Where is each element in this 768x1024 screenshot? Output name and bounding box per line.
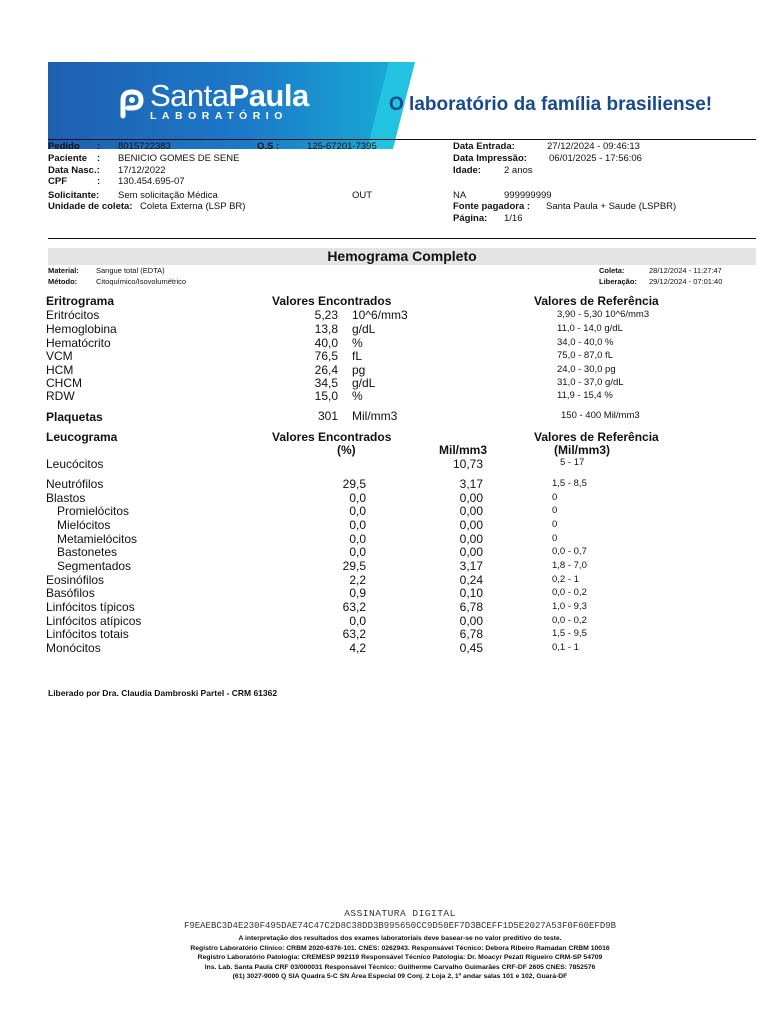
fonte-value: Santa Paula + Saude (LSPBR)	[546, 201, 677, 212]
leuco-row-ref: 1,5 - 9,5	[552, 628, 587, 639]
eritro-row-unit: pg	[352, 363, 366, 377]
leuco-row-pct: 29,5	[342, 559, 366, 573]
eritro-row-name: RDW	[46, 389, 75, 403]
eritrograma-col-ref: Valores de Referência	[534, 294, 659, 308]
leuco-row-name: Eosinófilos	[46, 573, 105, 587]
eritro-row-ref: 11,0 - 14,0 g/dL	[557, 323, 623, 334]
eritro-row-value: 26,4	[314, 363, 338, 377]
footer-line: Ins. Lab. Santa Paula CRF 03/000031 Responsável Técnico: Guilherme Carvalho Guimarães CRF-DF 2605 CNES: 7852576	[204, 963, 596, 971]
material-value: Sangue total (EDTA)	[96, 266, 165, 275]
leuco-row-ref: 0	[552, 492, 558, 503]
leuco-row-abs: 0,00	[459, 504, 483, 518]
leucograma-col-pct: (%)	[337, 443, 356, 457]
eritro-row-value: 13,8	[314, 322, 338, 336]
assinatura-digital-label: ASSINATURA DIGITAL	[344, 908, 456, 919]
paciente-label: Paciente	[48, 153, 88, 164]
pagina-label: Página:	[453, 213, 488, 224]
leuco-row-ref: 0	[552, 519, 558, 530]
brand-name-part2: Paula	[228, 78, 309, 113]
eritro-row-ref: 3,90 - 5,30 10^6/mm3	[557, 309, 650, 320]
eritro-row-name: Hematócrito	[46, 336, 111, 350]
entrada-label: Data Entrada:	[453, 141, 515, 152]
eritro-row-name: Eritrócitos	[46, 308, 100, 322]
cpf-sep: :	[97, 176, 101, 187]
pedido-sep: :	[97, 141, 101, 152]
eritro-row-name: HCM	[46, 363, 74, 377]
footer-line: A interpretação dos resultados dos exames laboratoriais deve basear-se no valor preditivo do teste.	[238, 935, 562, 942]
leuco-row-name: Linfócitos atípicos	[46, 614, 142, 628]
leuco-row-abs: 0,24	[459, 573, 483, 587]
idade-value: 2 anos	[504, 165, 533, 176]
leuco-row-pct: 63,2	[342, 627, 366, 641]
eritro-row-value: 40,0	[314, 336, 338, 350]
leucocitos-ref: 5 - 17	[560, 457, 585, 468]
leuco-row-pct: 0,0	[349, 504, 366, 518]
leuco-row-ref: 0	[552, 533, 558, 544]
liberado-por: Liberado por Dra. Claudia Dambroski Partel - CRM 61362	[48, 688, 278, 698]
eritro-row-unit: g/dL	[352, 322, 376, 336]
leuco-row-name: Monócitos	[46, 641, 101, 655]
liberacao-value: 29/12/2024 - 07:01:40	[649, 277, 723, 286]
leuco-row-pct: 2,2	[349, 573, 366, 587]
coleta-value: 28/12/2024 - 11:27:47	[649, 266, 722, 275]
liberacao-label: Liberação:	[599, 277, 637, 286]
metodo-label: Método:	[48, 277, 78, 286]
tagline: O laboratório da família brasiliense!	[389, 94, 713, 115]
leuco-row-name: Promielócitos	[57, 504, 130, 518]
leuco-row-abs: 6,78	[459, 600, 483, 614]
paciente-value: BENICIO GOMES DE SENE	[118, 153, 240, 164]
leuco-row-pct: 63,2	[342, 600, 366, 614]
nasc-label: Data Nasc.:	[48, 165, 100, 176]
coleta-label: Coleta:	[599, 266, 625, 275]
leuco-row-ref: 1,8 - 7,0	[552, 560, 587, 571]
leuco-row-ref: 0,0 - 0,7	[552, 546, 587, 557]
leuco-row-abs: 3,17	[459, 477, 483, 491]
leuco-row-name: Linfócitos totais	[46, 627, 129, 641]
pedido-value: 8015722383	[118, 141, 171, 152]
metodo-value: Citoquímico/Isovolumétrico	[96, 277, 187, 286]
leuco-row-ref: 0,0 - 0,2	[552, 587, 587, 598]
na-value: 999999999	[504, 190, 552, 201]
leuco-row-abs: 0,10	[459, 586, 483, 600]
leuco-row-abs: 3,17	[459, 559, 483, 573]
leuco-row-name: Linfócitos típicos	[46, 600, 135, 614]
eritrograma-col-values: Valores Encontrados	[272, 294, 392, 308]
impressao-label: Data Impressão:	[453, 153, 527, 164]
leuco-row-ref: 0	[552, 505, 558, 516]
leucocitos-abs: 10,73	[452, 457, 483, 471]
leuco-row-pct: 0,0	[349, 518, 366, 532]
eritro-row-name: VCM	[46, 349, 73, 363]
os-value: 125-67201-7395	[307, 141, 377, 152]
leucograma-col-abs: Mil/mm3	[439, 443, 488, 457]
leuco-row-ref: 1,0 - 9,3	[552, 601, 587, 612]
eritro-row-unit: %	[352, 336, 363, 350]
na-label: NA	[453, 190, 467, 201]
eritro-row-value: 5,23	[314, 308, 338, 322]
eritro-row-value: 15,0	[314, 389, 338, 403]
eritro-row-ref: 75,0 - 87,0 fL	[557, 350, 613, 361]
impressao-value: 06/01/2025 - 17:56:06	[549, 153, 642, 164]
eritro-row-unit: fL	[352, 349, 363, 363]
leuco-row-name: Mielócitos	[57, 518, 111, 532]
eritro-row-name: Hemoglobina	[46, 322, 117, 336]
leuco-row-abs: 0,00	[459, 614, 483, 628]
nasc-value: 17/12/2022	[118, 165, 166, 176]
out-value: OUT	[352, 190, 373, 201]
leuco-row-ref: 0,0 - 0,2	[552, 615, 587, 626]
eritro-row-unit: %	[352, 389, 363, 403]
entrada-value: 27/12/2024 - 09:46:13	[547, 141, 640, 152]
leuco-row-name: Blastos	[46, 491, 86, 505]
eritro-row-ref: 31,0 - 37,0 g/dL	[557, 377, 624, 388]
divider	[48, 238, 756, 239]
plaquetas-value: 301	[317, 409, 338, 423]
pagina-value: 1/16	[504, 213, 523, 224]
brand-sub: LABORATÓRIO	[150, 110, 288, 122]
idade-label: Idade:	[453, 165, 481, 176]
eritro-row-unit: 10^6/mm3	[352, 308, 408, 322]
footer-line: Registro Laboratório Clínico: CRBM 2020-6376-101. CNES: 0262943. Responsável Técnico: Debora Ribeiro Ramadan CRBM 10016	[190, 944, 610, 952]
divider	[48, 139, 756, 140]
leuco-row-abs: 6,78	[459, 627, 483, 641]
exam-title: Hemograma Completo	[327, 248, 477, 264]
leuco-row-ref: 0,2 - 1	[552, 574, 579, 585]
leuco-row-pct: 0,0	[349, 491, 366, 505]
cpf-value: 130.454.695-07	[118, 176, 185, 187]
leuco-row-pct: 29,5	[342, 477, 366, 491]
leucograma-col-values: Valores Encontrados	[272, 430, 392, 444]
material-label: Material:	[48, 266, 79, 275]
eritro-row-ref: 24,0 - 30,0 pg	[557, 364, 616, 375]
santa-paula-logo-icon	[115, 86, 151, 122]
leuco-row-pct: 4,2	[349, 641, 366, 655]
solicitante-value: Sem solicitação Médica	[118, 190, 218, 201]
leucocitos-name: Leucócitos	[46, 457, 104, 471]
leuco-row-pct: 0,0	[349, 532, 366, 546]
leuco-row-name: Basófilos	[46, 586, 95, 600]
leuco-row-pct: 0,0	[349, 545, 366, 559]
plaquetas-unit: Mil/mm3	[352, 409, 398, 423]
leuco-row-ref: 1,5 - 8,5	[552, 478, 587, 489]
plaquetas-name: Plaquetas	[46, 410, 103, 424]
unidade-value: Coleta Externa (LSP BR)	[140, 201, 246, 212]
signature-hash: F9EAEBC3D4E230F495DAE74C47C2D8C38DD3B995650CC9D50EF7D3BCEFF1D5E2027A53F0F60EFD9B	[183, 921, 617, 931]
os-label: O.S :	[257, 141, 280, 152]
paciente-sep: :	[97, 153, 101, 164]
leucograma-col-ref: Valores de Referência	[534, 430, 659, 444]
footer-line: (61) 3027-9000 Q SIA Quadra 5-C SN Área Especial 09 Conj. 2 Loja 2, 1º andar salas 101 e 102, Guará-DF	[232, 973, 568, 981]
leuco-row-name: Bastonetes	[57, 545, 118, 559]
leuco-row-abs: 0,00	[459, 491, 483, 505]
leuco-row-ref: 0,1 - 1	[552, 642, 579, 653]
eritro-row-name: CHCM	[46, 376, 82, 390]
pedido-label: Pedido	[48, 141, 80, 152]
brand-name-part1: Santa	[150, 78, 229, 113]
cpf-label: CPF	[48, 176, 67, 187]
footer-line: Registro Laboratório Patologia: CREMESP 992119 Responsável Técnico Patologia: Dr. Moacyr Pezati Rigueiro CRM-SP 54709	[197, 954, 603, 962]
eritro-row-ref: 34,0 - 40,0 %	[557, 337, 614, 348]
fonte-label: Fonte pagadora :	[453, 201, 531, 212]
leuco-row-abs: 0,00	[459, 518, 483, 532]
eritro-row-value: 76,5	[314, 349, 338, 363]
brand-name	[150, 78, 309, 114]
leuco-row-name: Segmentados	[57, 559, 132, 573]
eritro-row-value: 34,5	[314, 376, 338, 390]
unidade-label: Unidade de coleta:	[48, 201, 133, 212]
eritrograma-header: Eritrograma	[46, 294, 115, 308]
leuco-row-abs: 0,00	[459, 545, 483, 559]
eritro-row-ref: 11,9 - 15,4 %	[557, 390, 613, 401]
eritro-row-unit: g/dL	[352, 376, 376, 390]
leuco-row-name: Neutrófilos	[46, 477, 104, 491]
leuco-row-name: Metamielócitos	[57, 532, 138, 546]
plaquetas-ref: 150 - 400 Mil/mm3	[561, 410, 640, 421]
leucograma-header: Leucograma	[46, 430, 118, 444]
solicitante-label: Solicitante:	[48, 190, 100, 201]
leuco-row-abs: 0,45	[459, 641, 483, 655]
leuco-row-pct: 0,9	[349, 586, 366, 600]
leuco-row-pct: 0,0	[349, 614, 366, 628]
leuco-row-abs: 0,00	[459, 532, 483, 546]
leucograma-col-ref-unit: (Mil/mm3)	[554, 443, 611, 457]
